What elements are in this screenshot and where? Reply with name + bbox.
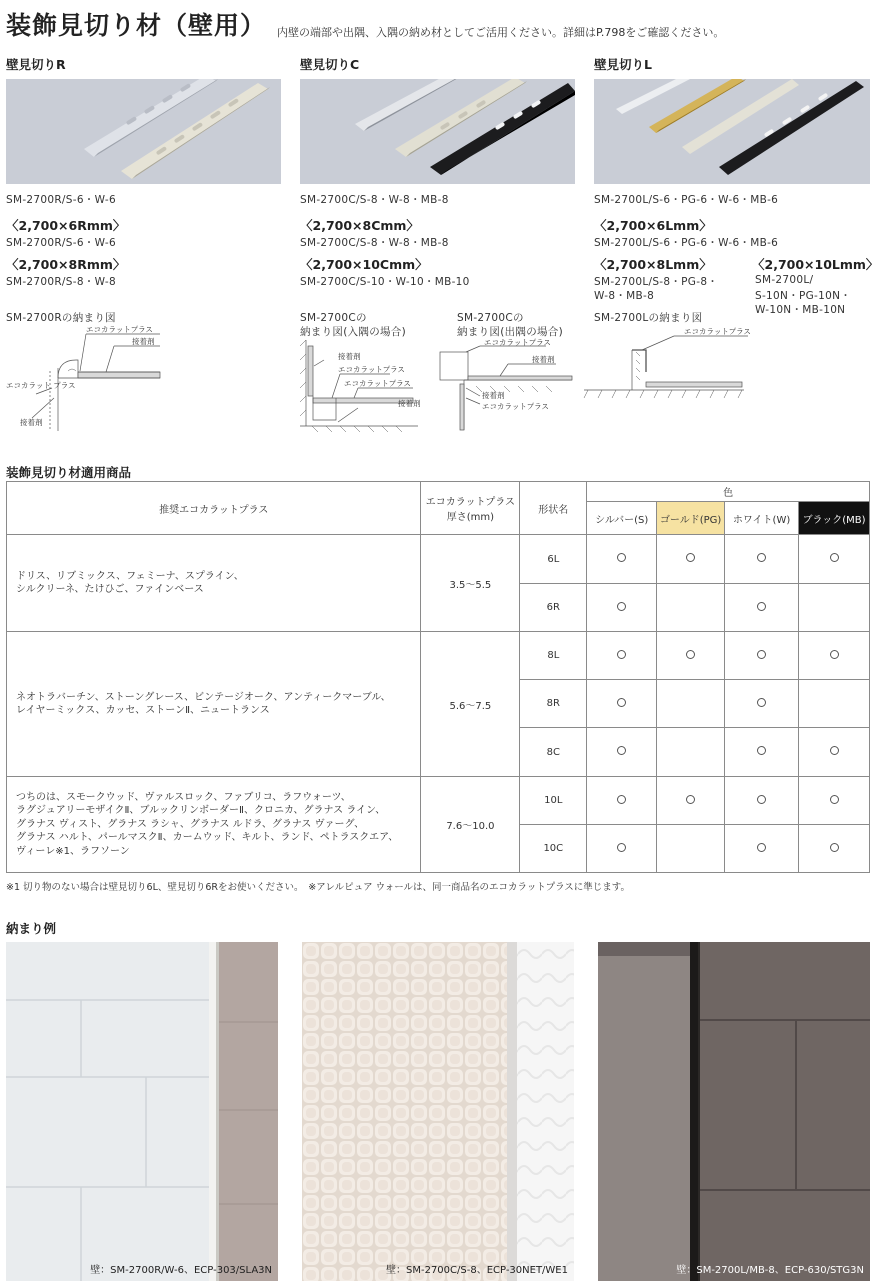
header-shape: 形状名 [520,482,587,535]
availability-cell [587,632,657,680]
diagram-r-label-1: エコカラットプラス [86,325,153,334]
availability-cell [657,632,725,680]
table-row [7,632,870,680]
availability-cell [725,584,799,632]
availability-cell [799,680,870,728]
size-r-8: 〈2,700×8Rmm〉 [6,257,126,272]
product-label-l: 壁見切りL [594,57,652,72]
size-l-8: 〈2,700×8Lmm〉 [594,257,712,272]
photo-model-l: SM-2700L/S-6・PG-6・W-6・MB-6 [594,194,779,206]
available-mark-icon [757,746,766,755]
diagram-c-out-label-3: 接着剤 [482,391,505,400]
header-products: 推奨エコカラットプラス [7,482,421,535]
available-mark-icon [757,602,766,611]
diagram-title-c-out-2: 納まり図(出隅の場合) [457,326,563,338]
available-mark-icon [686,795,695,804]
availability-cell [799,728,870,777]
group-3-thickness: 7.6〜10.0 [421,777,520,873]
available-mark-icon [617,602,626,611]
diagram-c-out-label-4: エコカラットプラス [482,402,549,411]
diagram-title-r: SM-2700Rの納まり図 [6,312,116,324]
page-lead: 内壁の端部や出隅、入隅の納め材としてご活用ください。詳細はP.798をご確認ください。 [277,26,725,39]
diagram-c-in-label-4: 接着剤 [398,399,421,408]
shape-cell: 8L [520,632,587,680]
available-mark-icon [617,795,626,804]
size-c-10: 〈2,700×10Cmm〉 [300,257,428,272]
shape-cell: 10C [520,825,587,873]
availability-cell [799,535,870,584]
available-mark-icon [617,553,626,562]
table-row [7,777,870,825]
example-photo-c [302,942,574,1281]
table-footnote: ※1 切り物のない場合は壁見切り6L、壁見切り6Rをお使いください。 ※アレルピュア ウォールは、同一商品名のエコカラットプラスに準じます。 [6,882,631,893]
availability-cell [587,680,657,728]
available-mark-icon [757,795,766,804]
diagram-title-c-out-1: SM-2700Cの [457,312,524,324]
group-2-products: ネオトラバーチン、ストーングレース、ビンテージオーク、アンティークマーブル、 レイヤーミックス、カッセ、ストーンⅡ、ニュートランス [7,632,421,777]
page-title: 装飾見切り材（壁用） [6,11,267,40]
example-photo-l [598,942,870,1281]
availability-cell [725,535,799,584]
availability-cell [657,584,725,632]
diagram-c-out [436,338,574,433]
available-mark-icon [617,843,626,852]
group-1-thickness: 3.5〜5.5 [421,535,520,632]
product-photo-r [6,79,281,184]
availability-cell [587,825,657,873]
available-mark-icon [617,698,626,707]
application-table [6,481,870,873]
table-title: 装飾見切り材適用商品 [6,465,132,480]
header-thickness-line1: エコカラットプラス [425,497,515,508]
shape-cell: 6R [520,584,587,632]
diagram-r-label-4: 接着剤 [20,418,43,427]
diagram-c-out-label-1: エコカラットプラス [484,338,551,347]
availability-cell [725,728,799,777]
table-row [7,535,870,584]
models-r-8: SM-2700R/S-8・W-8 [6,276,116,288]
diagram-r-label-2: 接着剤 [132,337,155,346]
header-color-gold: ゴールド(PG) [657,502,725,535]
diagram-c-out-label-2: 接着剤 [532,355,555,364]
size-c-8: 〈2,700×8Cmm〉 [300,218,419,233]
shape-cell: 8C [520,728,587,777]
availability-cell [657,680,725,728]
example-caption-2: 壁：SM-2700C/S-8、ECP-30NET/WE1 [386,1265,568,1276]
availability-cell [587,535,657,584]
diagram-c-in-label-3: エコカラットプラス [344,379,411,388]
availability-cell [799,825,870,873]
available-mark-icon [757,553,766,562]
header-thickness-line2: 厚さ(mm) [446,512,495,523]
available-mark-icon [686,650,695,659]
shape-cell: 6L [520,535,587,584]
product-label-c: 壁見切りC [300,57,360,72]
diagram-r-label-3: エコカラット プラス [6,381,76,390]
available-mark-icon [757,698,766,707]
diagram-c-in-label-1: 接着剤 [338,352,361,361]
size-l-6: 〈2,700×6Lmm〉 [594,218,712,233]
models-l-10-line3: W-10N・MB-10N [755,304,846,316]
photo-model-c: SM-2700C/S-8・W-8・MB-8 [300,194,449,206]
available-mark-icon [830,553,839,562]
header-color-white: ホワイト(W) [725,502,799,535]
availability-cell [587,777,657,825]
availability-cell [657,777,725,825]
shape-cell: 10L [520,777,587,825]
models-l-8-line2: W-8・MB-8 [594,290,655,302]
product-photo-l [594,79,870,184]
models-l-6: SM-2700L/S-6・PG-6・W-6・MB-6 [594,237,779,249]
header-color-silver: シルバー(S) [587,502,657,535]
header-color: 色 [587,482,870,502]
availability-cell [657,825,725,873]
available-mark-icon [617,746,626,755]
available-mark-icon [617,650,626,659]
availability-cell [587,584,657,632]
diagram-title-c-in-2: 納まり図(入隅の場合) [300,326,406,338]
available-mark-icon [830,746,839,755]
availability-cell [657,535,725,584]
size-l-10: 〈2,700×10Lmm〉 [752,257,878,272]
diagram-c-in [298,338,438,433]
models-l-10-line1: SM-2700L/ [755,274,814,286]
available-mark-icon [757,650,766,659]
examples-title: 納まり例 [6,921,57,936]
availability-cell [657,728,725,777]
shape-cell: 8R [520,680,587,728]
availability-cell [799,584,870,632]
availability-cell [725,825,799,873]
group-1-products: ドリス、リブミックス、フェミーナ、スプライン、 シルクリーネ、たけひご、ファインベース [7,535,421,632]
header-color-black: ブラック(MB) [799,502,870,535]
available-mark-icon [686,553,695,562]
availability-cell [799,777,870,825]
available-mark-icon [830,650,839,659]
available-mark-icon [830,843,839,852]
product-label-r: 壁見切りR [6,57,66,72]
availability-cell [725,632,799,680]
diagram-c-in-label-2: エコカラットプラス [338,365,405,374]
diagram-l [584,326,754,406]
availability-cell [725,680,799,728]
models-l-10-line2: S-10N・PG-10N・ [755,290,852,302]
photo-model-r: SM-2700R/S-6・W-6 [6,194,116,206]
available-mark-icon [830,795,839,804]
group-2-thickness: 5.6〜7.5 [421,632,520,777]
models-r-6: SM-2700R/S-6・W-6 [6,237,116,249]
availability-cell [799,632,870,680]
example-photo-r [6,942,278,1281]
diagram-title-c-in-1: SM-2700Cの [300,312,367,324]
diagram-title-l: SM-2700Lの納まり図 [594,312,703,324]
example-caption-1: 壁：SM-2700R/W-6、ECP-303/SLA3N [90,1265,272,1276]
availability-cell [725,777,799,825]
models-c-10: SM-2700C/S-10・W-10・MB-10 [300,276,470,288]
availability-cell [587,728,657,777]
size-r-6: 〈2,700×6Rmm〉 [6,218,126,233]
available-mark-icon [757,843,766,852]
group-3-products: つちのは、スモークウッド、ヴァルスロック、ファブリコ、ラフウォーツ、 ラグジュアリーモザイクⅡ、ブルックリンボーダーⅡ、クロニカ、グラナス ライン、 グラナス ヴィスト、グラナス ラシャ、グラナス ルドラ、グラナス ヴァーグ、 グラナス ハルト、パールマスクⅡ、カームウッド、キルト、ランド、ペトラスクエア、 ヴィーレ※1、ラフソーン [7,777,421,873]
models-c-8: SM-2700C/S-8・W-8・MB-8 [300,237,449,249]
models-l-8-line1: SM-2700L/S-8・PG-8・ [594,276,719,288]
example-caption-3: 壁：SM-2700L/MB-8、ECP-630/STG3N [676,1265,864,1276]
diagram-r [6,326,171,434]
diagram-l-label-1: エコカラットプラス [684,327,751,336]
header-thickness [421,482,520,535]
product-photo-c [300,79,575,184]
